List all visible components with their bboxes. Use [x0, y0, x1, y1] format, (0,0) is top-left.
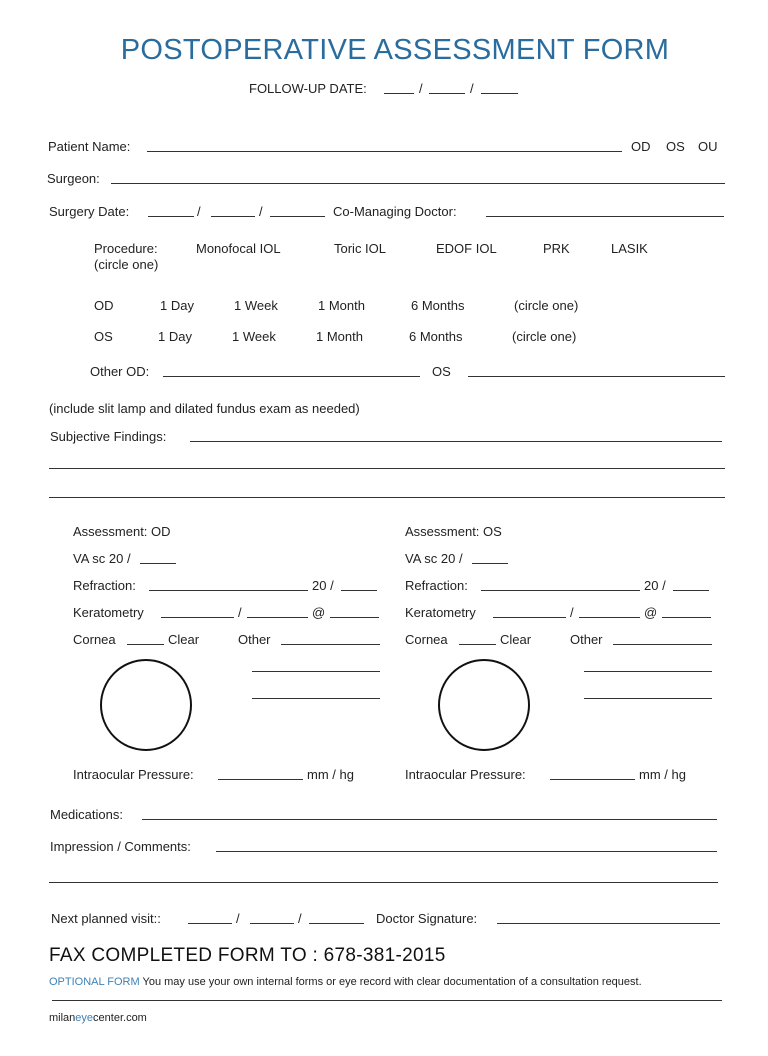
os-va-label: VA sc 20 /: [405, 551, 463, 566]
od-keratometry-k2-field[interactable]: [247, 617, 308, 618]
timing-od-1week[interactable]: 1 Week: [234, 298, 278, 313]
od-refraction-field[interactable]: [149, 590, 308, 591]
od-iop-label: Intraocular Pressure:: [73, 767, 194, 782]
od-refraction-denominator-field[interactable]: [341, 590, 377, 591]
od-iop-field[interactable]: [218, 779, 303, 780]
procedure-option-toric[interactable]: Toric IOL: [334, 241, 387, 256]
assessment-od-title: Assessment: OD: [73, 524, 171, 539]
surgery-day-field[interactable]: [211, 216, 255, 217]
date-separator: /: [298, 911, 302, 926]
subjective-findings-line[interactable]: [49, 468, 725, 469]
surgeon-field[interactable]: [111, 183, 725, 184]
subjective-findings-label: Subjective Findings:: [50, 429, 167, 444]
od-va-label: VA sc 20 /: [73, 551, 131, 566]
os-refraction-suffix: 20 /: [644, 578, 666, 593]
site-part-highlight: eye: [75, 1012, 94, 1024]
od-keratometry-label: Keratometry: [73, 605, 144, 620]
surgeon-label: Surgeon:: [47, 171, 100, 186]
timing-os-1month[interactable]: 1 Month: [316, 329, 363, 344]
co-managing-doctor-label: Co-Managing Doctor:: [333, 204, 457, 219]
od-keratometry-axis-field[interactable]: [330, 617, 379, 618]
os-refraction-label: Refraction:: [405, 578, 468, 593]
od-cornea-clear-field[interactable]: [127, 644, 164, 645]
od-other-line[interactable]: [252, 698, 380, 699]
impression-label: Impression / Comments:: [50, 839, 191, 854]
os-cornea-label: Cornea: [405, 632, 448, 647]
other-os-field[interactable]: [468, 376, 725, 377]
footer-divider: [52, 1000, 722, 1001]
date-separator: /: [419, 81, 423, 96]
timing-od-1day[interactable]: 1 Day: [160, 298, 194, 313]
os-keratometry-k1-field[interactable]: [493, 617, 566, 618]
other-od-field[interactable]: [163, 376, 420, 377]
od-keratometry-k1-field[interactable]: [161, 617, 234, 618]
os-keratometry-k2-field[interactable]: [579, 617, 640, 618]
other-od-label: Other OD:: [90, 364, 150, 379]
optional-form-note: [49, 976, 642, 988]
procedure-label: Procedure:: [94, 241, 158, 256]
surgery-year-field[interactable]: [270, 216, 325, 217]
next-visit-year-field[interactable]: [309, 923, 364, 924]
website-url[interactable]: [49, 1012, 147, 1024]
os-keratometry-axis-field[interactable]: [662, 617, 711, 618]
next-visit-day-field[interactable]: [250, 923, 294, 924]
doctor-signature-field[interactable]: [497, 923, 720, 924]
doctor-signature-label: Doctor Signature:: [376, 911, 478, 926]
os-cornea-clear-field[interactable]: [459, 644, 496, 645]
keratometry-at: @: [644, 605, 658, 620]
next-visit-label: Next planned visit::: [51, 911, 161, 926]
patient-name-label: Patient Name:: [48, 139, 131, 154]
site-part: center.com: [93, 1012, 147, 1024]
medications-field[interactable]: [142, 819, 717, 820]
assessment-os-title: Assessment: OS: [405, 524, 502, 539]
timing-od-label: OD: [94, 298, 114, 313]
subjective-findings-line[interactable]: [49, 497, 725, 498]
followup-month-field[interactable]: [384, 93, 414, 94]
subjective-findings-field[interactable]: [190, 441, 722, 442]
optional-form-text: You may use your own internal forms or eye record with clear documentation of a consultation request.: [142, 976, 642, 988]
od-refraction-suffix: 20 /: [312, 578, 334, 593]
od-other-field[interactable]: [281, 644, 380, 645]
os-refraction-field[interactable]: [481, 590, 640, 591]
procedure-option-prk[interactable]: PRK: [543, 241, 570, 256]
os-va-field[interactable]: [472, 563, 508, 564]
od-va-field[interactable]: [140, 563, 176, 564]
procedure-hint: (circle one): [94, 257, 159, 272]
co-managing-doctor-field[interactable]: [486, 216, 724, 217]
date-separator: /: [197, 204, 201, 219]
eye-ou-option[interactable]: OU: [698, 139, 718, 154]
timing-os-label: OS: [94, 329, 113, 344]
timing-os-1day[interactable]: 1 Day: [158, 329, 192, 344]
od-iop-unit: mm / hg: [307, 767, 354, 782]
timing-od-hint: (circle one): [514, 298, 579, 313]
other-os-label: OS: [432, 364, 451, 379]
os-eye-diagram-circle[interactable]: [438, 659, 530, 751]
keratometry-separator: /: [238, 605, 242, 620]
procedure-option-lasik[interactable]: LASIK: [611, 241, 648, 256]
date-separator: /: [470, 81, 474, 96]
followup-year-field[interactable]: [481, 93, 518, 94]
os-refraction-denominator-field[interactable]: [673, 590, 709, 591]
os-other-label: Other: [570, 632, 603, 647]
os-clear-label: Clear: [500, 632, 532, 647]
procedure-option-edof[interactable]: EDOF IOL: [436, 241, 497, 256]
timing-os-1week[interactable]: 1 Week: [232, 329, 276, 344]
os-other-field[interactable]: [613, 644, 712, 645]
od-eye-diagram-circle[interactable]: [100, 659, 192, 751]
os-iop-label: Intraocular Pressure:: [405, 767, 526, 782]
impression-line[interactable]: [49, 882, 718, 883]
optional-form-label: OPTIONAL FORM: [49, 976, 140, 988]
timing-od-6months[interactable]: 6 Months: [411, 298, 465, 313]
od-refraction-label: Refraction:: [73, 578, 136, 593]
os-iop-field[interactable]: [550, 779, 635, 780]
surgery-date-label: Surgery Date:: [49, 204, 130, 219]
timing-od-1month[interactable]: 1 Month: [318, 298, 365, 313]
site-part: milan: [49, 1012, 76, 1024]
page-title: POSTOPERATIVE ASSESSMENT FORM: [120, 34, 670, 66]
keratometry-at: @: [312, 605, 326, 620]
od-clear-label: Clear: [168, 632, 200, 647]
patient-name-field[interactable]: [147, 151, 622, 152]
eye-od-option[interactable]: OD: [631, 139, 651, 154]
os-other-line[interactable]: [584, 671, 712, 672]
next-visit-month-field[interactable]: [188, 923, 232, 924]
fax-instruction: FAX COMPLETED FORM TO : 678-381-2015: [49, 945, 446, 966]
date-separator: /: [236, 911, 240, 926]
impression-field[interactable]: [216, 851, 717, 852]
followup-day-field[interactable]: [429, 93, 465, 94]
timing-os-6months[interactable]: 6 Months: [409, 329, 463, 344]
keratometry-separator: /: [570, 605, 574, 620]
medications-label: Medications:: [50, 807, 123, 822]
od-other-line[interactable]: [252, 671, 380, 672]
timing-os-hint: (circle one): [512, 329, 577, 344]
od-other-label: Other: [238, 632, 271, 647]
procedure-option-monofocal[interactable]: Monofocal IOL: [196, 241, 281, 256]
exam-note: (include slit lamp and dilated fundus exam as needed): [49, 401, 360, 416]
os-keratometry-label: Keratometry: [405, 605, 476, 620]
date-separator: /: [259, 204, 263, 219]
od-cornea-label: Cornea: [73, 632, 116, 647]
surgery-month-field[interactable]: [148, 216, 194, 217]
eye-os-option[interactable]: OS: [666, 139, 685, 154]
followup-date-label: FOLLOW-UP DATE:: [249, 81, 367, 96]
os-other-line[interactable]: [584, 698, 712, 699]
os-iop-unit: mm / hg: [639, 767, 686, 782]
